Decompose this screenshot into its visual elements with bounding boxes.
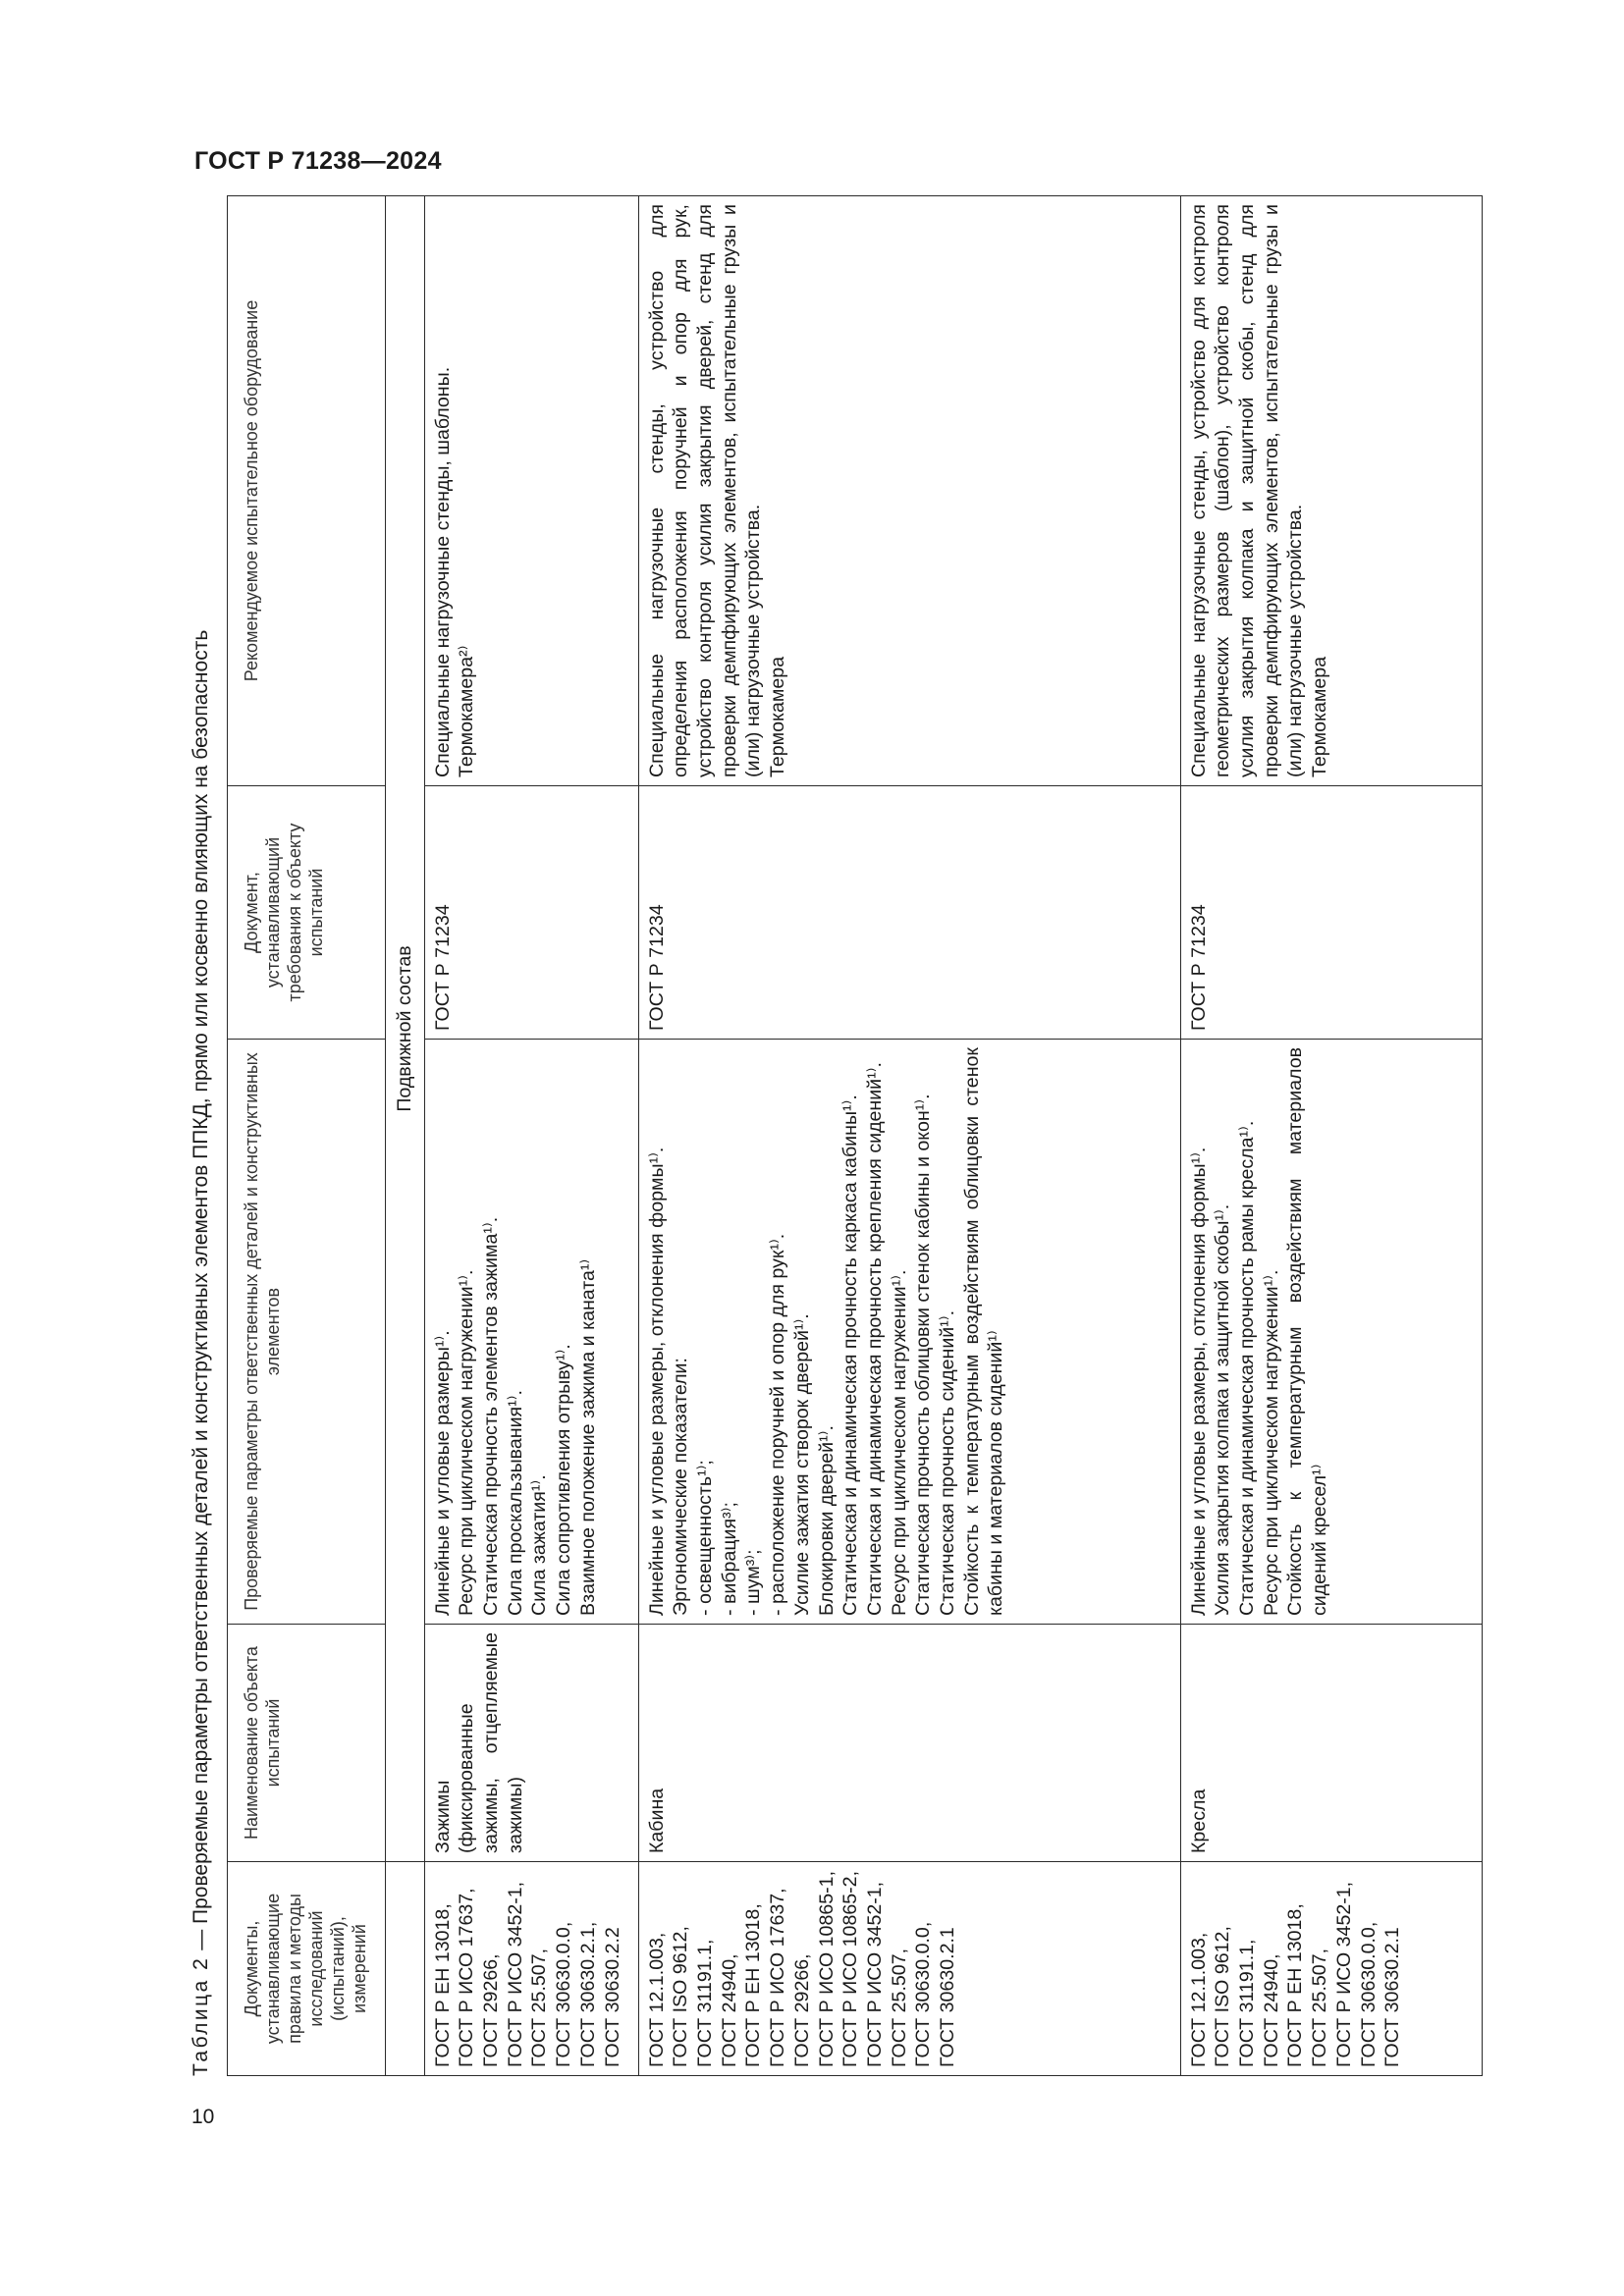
doc-ref: ГОСТ Р ИСО 3452-1, bbox=[504, 1881, 526, 2067]
equipment-item: Специальные нагрузочные стенды, устройство для определения расположения поручней и опор для рук, устройство контроля усилия закрытия дверей, стенд для проверки демпфирующих элементов, испытательные грузы и (или) нагрузочные устройства. bbox=[645, 204, 765, 777]
param-item: Сила зажатия¹⁾. bbox=[528, 1474, 551, 1616]
doc-ref: ГОСТ Р ИСО 3452-1, bbox=[1332, 1881, 1355, 2067]
column-header: Документ, устанавливающий требования к объекту испытаний bbox=[228, 786, 386, 1040]
param-item: Линейные и угловые размеры¹⁾. bbox=[431, 1330, 454, 1616]
equipment-cell bbox=[1180, 196, 1482, 786]
doc-ref: ГОСТ Р ЕН 13018, bbox=[742, 1903, 765, 2067]
doc-ref: ГОСТ Р ЕН 13018, bbox=[1284, 1903, 1307, 2067]
param-item: Ресурс при циклическом нагружении¹⁾. bbox=[1260, 1269, 1282, 1616]
parameters-table bbox=[227, 195, 1483, 2076]
column-header: Документы, устанавливающие правила и методы исследований (испытаний), измерений bbox=[228, 1862, 386, 2076]
param-item: Ресурс при циклическом нагружении¹⁾. bbox=[456, 1269, 478, 1616]
param-item: Эргономические показатели: bbox=[670, 1358, 692, 1616]
table-caption-prefix: Таблица 2 bbox=[189, 1955, 212, 2076]
table-header-row bbox=[228, 196, 386, 2076]
docs-cell bbox=[424, 1862, 638, 2076]
requirement-cell: ГОСТ Р 71234 bbox=[424, 786, 638, 1040]
equipment-item: Термокамера bbox=[767, 656, 789, 777]
param-item: Статическая прочность элементов зажима¹⁾. bbox=[480, 1216, 503, 1616]
doc-ref: ГОСТ 31191.1, bbox=[1236, 1939, 1259, 2067]
doc-ref: ГОСТ 12.1.003, bbox=[645, 1932, 668, 2067]
object-cell: Кресла bbox=[1180, 1625, 1482, 1862]
table-caption bbox=[177, 196, 226, 2076]
doc-ref: ГОСТ 30630.0.0, bbox=[553, 1921, 575, 2067]
section-row bbox=[385, 196, 424, 2076]
param-item: Сила сопротивления отрыву¹⁾. bbox=[553, 1344, 575, 1616]
doc-ref: ГОСТ 30630.2.1, bbox=[576, 1921, 599, 2067]
doc-ref: ГОСТ 25.507, bbox=[1309, 1948, 1331, 2067]
param-item: Усилие зажатия створок дверей¹⁾. bbox=[790, 1313, 813, 1616]
param-item: Линейные и угловые размеры, отклонения формы¹⁾. bbox=[645, 1147, 668, 1616]
doc-ref: ГОСТ Р ИСО 3452-1, bbox=[863, 1881, 886, 2067]
param-item: Взаимное положение зажима и каната¹⁾ bbox=[576, 1258, 599, 1616]
param-item: Сила проскальзывания¹⁾. bbox=[504, 1390, 526, 1616]
column-header: Проверяемые параметры ответственных деталей и конструктивных элементов bbox=[228, 1040, 386, 1625]
param-item: Статическая прочность сидений¹⁾. bbox=[936, 1309, 958, 1616]
param-item: Статическая и динамическая прочность рамы кресла¹⁾. bbox=[1236, 1120, 1259, 1616]
equipment-item: Термокамера²⁾ bbox=[456, 645, 478, 777]
equipment-cell bbox=[638, 196, 1180, 786]
object-cell: Зажимы (фиксированные зажимы, отцепляемые зажимы) bbox=[424, 1625, 638, 1862]
table-row bbox=[638, 196, 1180, 2076]
param-item: - шум³⁾; bbox=[742, 1549, 765, 1616]
params-cell bbox=[638, 1040, 1180, 1625]
table-row bbox=[1180, 196, 1482, 2076]
param-item: Блокировки дверей¹⁾. bbox=[815, 1425, 838, 1616]
doc-ref: ГОСТ 30630.0.0, bbox=[1357, 1921, 1380, 2067]
doc-ref: ГОСТ ISO 9612, bbox=[670, 1926, 692, 2067]
doc-ref: ГОСТ 25.507, bbox=[528, 1948, 551, 2067]
doc-ref: ГОСТ Р ИСО 17637, bbox=[767, 1888, 789, 2067]
table-caption-text: — Проверяемые параметры ответственных деталей и конструктивных элементов ППКД, прямо или косвенно влияющих на безопасность bbox=[189, 629, 212, 1956]
requirement-cell: ГОСТ Р 71234 bbox=[638, 786, 1180, 1040]
object-cell: Кабина bbox=[638, 1625, 1180, 1862]
column-header: Наименование объекта испытаний bbox=[228, 1625, 386, 1862]
page-number: 10 bbox=[191, 2106, 215, 2128]
doc-ref: ГОСТ 29266, bbox=[790, 1953, 813, 2067]
doc-ref: ГОСТ 30630.2.2 bbox=[601, 1927, 623, 2067]
equipment-cell bbox=[424, 196, 638, 786]
doc-ref: ГОСТ 25.507, bbox=[888, 1948, 910, 2067]
docs-cell bbox=[1180, 1862, 1482, 2076]
doc-ref: ГОСТ 30630.2.1 bbox=[936, 1927, 958, 2067]
doc-ref: ГОСТ ISO 9612, bbox=[1212, 1926, 1234, 2067]
column-header: Рекомендуемое испытательное оборудование bbox=[228, 196, 386, 786]
doc-ref: ГОСТ 24940, bbox=[718, 1953, 740, 2067]
section-title: Подвижной состав bbox=[385, 196, 424, 1862]
document-header: ГОСТ Р 71238—2024 bbox=[194, 147, 442, 175]
rotated-table-block bbox=[177, 196, 1492, 2076]
doc-ref: ГОСТ 12.1.003, bbox=[1187, 1932, 1210, 2067]
doc-ref: ГОСТ 30630.2.1 bbox=[1381, 1927, 1404, 2067]
params-cell bbox=[424, 1040, 638, 1625]
requirement-cell: ГОСТ Р 71234 bbox=[1180, 786, 1482, 1040]
param-item: - расположение поручней и опор для рук¹⁾. bbox=[767, 1233, 789, 1616]
params-cell bbox=[1180, 1040, 1482, 1625]
docs-cell bbox=[638, 1862, 1180, 2076]
doc-ref: ГОСТ Р ИСО 17637, bbox=[456, 1888, 478, 2067]
param-item: - вибрация³⁾; bbox=[718, 1502, 740, 1616]
doc-ref: ГОСТ 30630.0.0, bbox=[912, 1921, 935, 2067]
equipment-item: Специальные нагрузочные стенды, устройство для контроля геометрических размеров (шаблон), устройство контроля усилия закрытия колпака и защитной скобы, стенд для проверки демпфирующих элементов, испытательные грузы и (или) нагрузочные устройства. bbox=[1187, 204, 1307, 777]
doc-ref: ГОСТ Р ИСО 10865-1, bbox=[815, 1870, 838, 2067]
param-item: Ресурс при циклическом нагружении¹⁾. bbox=[888, 1269, 910, 1616]
equipment-item: Термокамера bbox=[1309, 656, 1331, 777]
param-item: Стойкость к температурным воздействиям облицовки стенок кабины и материалов сидений¹⁾ bbox=[960, 1047, 1007, 1616]
param-item: Усилия закрытия колпака и защитной скобы¹⁾. bbox=[1212, 1203, 1234, 1616]
param-item: Статическая и динамическая прочность крепления сидений¹⁾. bbox=[863, 1062, 886, 1616]
param-item: Линейные и угловые размеры, отклонения формы¹⁾. bbox=[1187, 1147, 1210, 1616]
param-item: Статическая и динамическая прочность каркаса кабины¹⁾. bbox=[839, 1095, 862, 1616]
doc-ref: ГОСТ 29266, bbox=[480, 1953, 503, 2067]
equipment-item: Специальные нагрузочные стенды, шаблоны. bbox=[431, 366, 454, 777]
doc-ref: ГОСТ Р ЕН 13018, bbox=[431, 1903, 454, 2067]
table-row bbox=[424, 196, 638, 2076]
param-item: Стойкость к температурным воздействиям материалов сидений кресел¹⁾ bbox=[1284, 1047, 1331, 1616]
doc-ref: ГОСТ 24940, bbox=[1260, 1953, 1282, 2067]
param-item: Статическая прочность облицовки стенок кабины и окон¹⁾. bbox=[912, 1094, 935, 1616]
param-item: - освещенность¹⁾; bbox=[694, 1460, 717, 1616]
doc-ref: ГОСТ 31191.1, bbox=[694, 1939, 717, 2067]
doc-ref: ГОСТ Р ИСО 10865-2, bbox=[839, 1870, 862, 2067]
